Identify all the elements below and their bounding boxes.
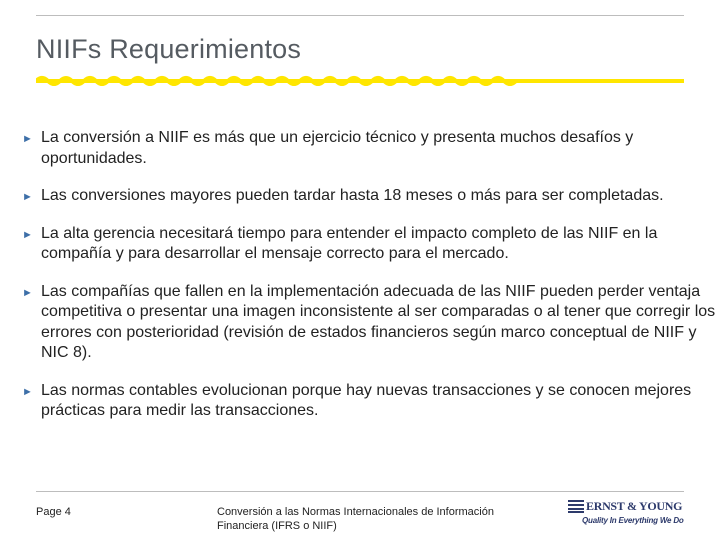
bullet-text: La alta gerencia necesitará tiempo para entender el impacto completo de las NIIF en la compañía y para desarrollar el mensaje correcto para el mercado. (41, 224, 658, 262)
logo-wordmark: ERNST & YOUNG (586, 499, 683, 513)
page-number: Page 4 (36, 506, 71, 518)
top-divider (36, 15, 684, 16)
slide-title: NIIFs Requerimientos (36, 34, 302, 64)
bullet-text: La conversión a NIIF es más que un ejercicio técnico y presenta muchos desafíos y oportunidades. (41, 129, 634, 167)
triangle-bullet-icon: ► (22, 228, 33, 241)
list-item (22, 282, 718, 364)
triangle-bullet-icon: ► (22, 286, 33, 299)
bottom-divider (36, 491, 684, 492)
bullet-text: Las conversiones mayores pueden tardar hasta 18 meses o más para ser completadas. (41, 187, 664, 204)
bullet-text: Las normas contables evolucionan porque hay nuevas transacciones y se conocen mejores prácticas para medir las transacciones. (41, 381, 692, 419)
footer-caption: Conversión a las Normas Internacionales de Información Financiera (IFRS o NIIF) (217, 506, 494, 532)
list-item (22, 381, 718, 422)
bullet-text: Las compañías que fallen en la implementación adecuada de las NIIF pueden perder ventaja competitiva o presentar una imagen inconsistente al ser comparadas o al tener que corregir los errores con posterioridad (revisión de estados financieros según marco conceptual de NIIF y NIC 8). (41, 282, 716, 361)
list-item (22, 186, 718, 207)
list-item (22, 224, 718, 265)
triangle-bullet-icon: ► (22, 133, 33, 145)
ernst-young-logo (568, 499, 686, 531)
triangle-bullet-icon: ► (22, 385, 33, 398)
logo-mark-icon (568, 500, 584, 513)
bullet-list (22, 128, 718, 439)
triangle-bullet-icon: ► (22, 191, 33, 203)
logo-tagline: Quality In Everything We Do (582, 516, 684, 525)
title-underline (36, 72, 684, 86)
list-item (22, 128, 718, 169)
